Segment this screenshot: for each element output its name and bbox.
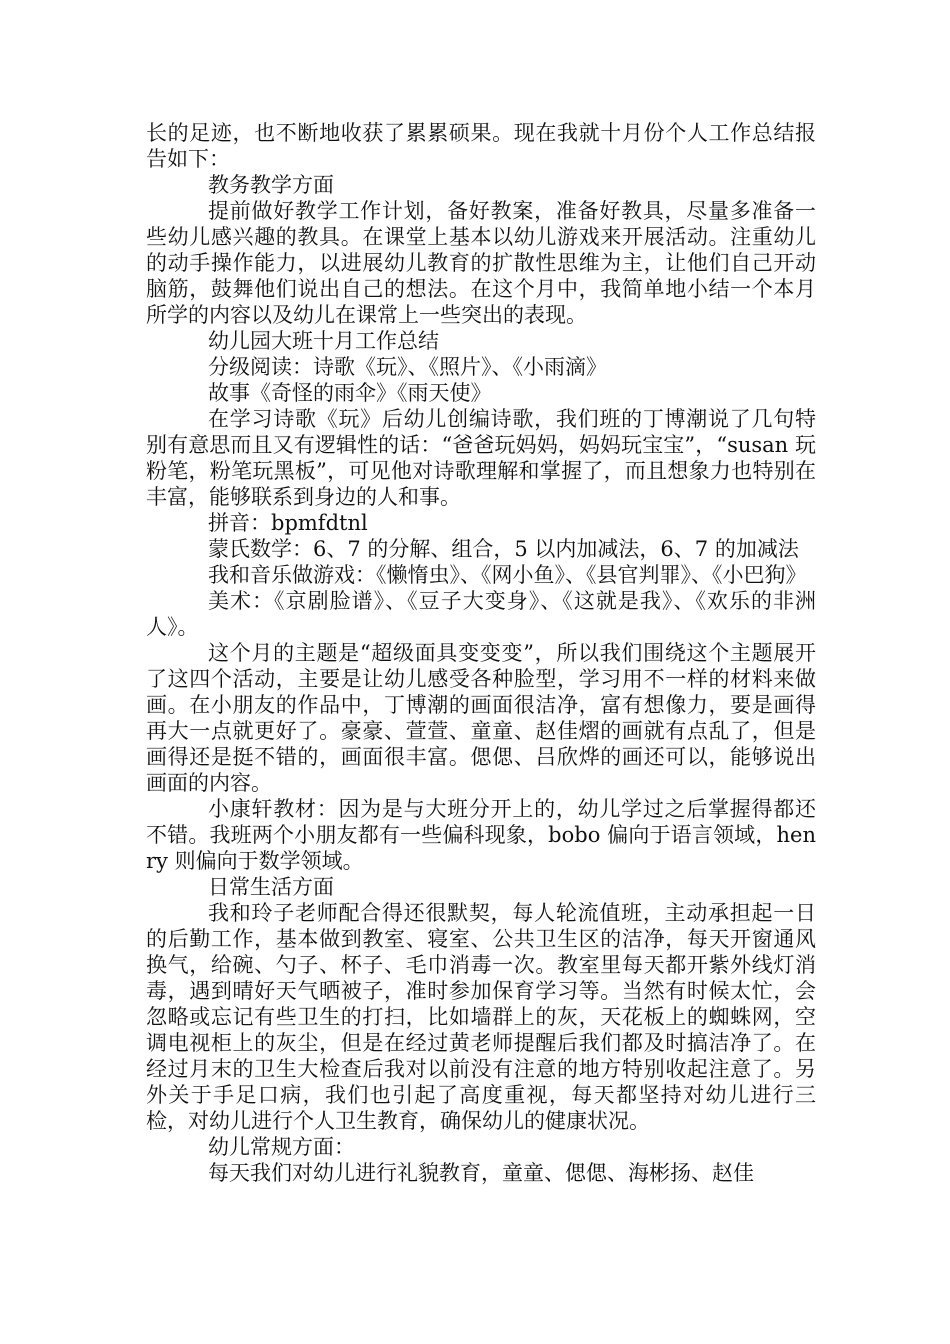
paragraph-intro-continued: 长的足迹，也不断地收获了累累硕果。现在我就十月份个人工作总结报告如下： (146, 121, 816, 171)
paragraph-graded-reading: 分级阅读：诗歌《玩》、《照片》、《小雨滴》 (208, 355, 607, 379)
paragraph-art: 美术：《京剧脸谱》、《豆子大变身》、《这就是我》、《欢乐的非洲人》。 (146, 589, 816, 639)
paragraph-teaching-plan: 提前做好教学工作计划，备好教案，准备好教具，尽量多准备一些幼儿感兴趣的教具。在课堂上基本以幼儿游戏来开展活动。注重幼儿的动手操作能力，以进展幼儿教育的扩散性思维为主，让他们自己开动脑筋，鼓舞他们说出自己的想法。在这个月中，我简单地小结一个本月所学的内容以及幼儿在课常上一些突出的表现。 (146, 199, 816, 327)
paragraph-daily-life: 我和玲子老师配合得还很默契，每人轮流值班，主动承担起一日的后勤工作，基本做到教室、寝室、公共卫生区的洁净，每天开窗通风换气，给碗、勺子、杯子、毛巾消毒一次。教室里每天都开紫外线灯消毒，遇到晴好天气晒被子，准时参加保育学习等。当然有时候太忙，会忽略或忘记有些卫生的打扫，比如墙群上的灰，天花板上的蜘蛛网，空调电视柜上的灰尘，但是在经过黄老师提醒后我们都及时搞洁净了。在经过月末的卫生大检查后我对以前没有注意的地方特别收起注意了。另外关于手足口病，我们也引起了高度重视，每天都坚持对幼儿进行三检，对幼儿进行个人卫生教育，确保幼儿的健康状况。 (146, 901, 816, 1133)
paragraph-routine: 每天我们对幼儿进行礼貌教育，童童、偲偲、海彬扬、赵佳 (208, 1161, 754, 1185)
paragraph-kangxuan-textbook: 小康轩教材：因为是与大班分开上的，幼儿学过之后掌握得都还不错。我班两个小朋友都有一些偏科现象，bobo 偏向于语言领域，henry 则偏向于数学领域。 (146, 797, 816, 873)
heading-daily-life: 日常生活方面 (208, 875, 334, 899)
paragraph-stories: 故事《奇怪的雨伞》《雨天使》 (208, 381, 492, 405)
heading-routine: 幼儿常规方面： (208, 1135, 355, 1159)
heading-teaching: 教务教学方面 (208, 173, 334, 197)
paragraph-music-games: 我和音乐做游戏：《懒惰虫》、《网小鱼》、《县官判罪》、《小巴狗》 (208, 563, 807, 587)
paragraph-poem-creation: 在学习诗歌《玩》后幼儿创编诗歌，我们班的丁博潮说了几句特别有意思而且又有逻辑性的话：“爸爸玩妈妈，妈妈玩宝宝”，“susan 玩粉笔，粉笔玩黑板”，可见他对诗歌理解和掌握了，而且想象力也特别在丰富，能够联系到身边的人和事。 (146, 407, 816, 509)
document-page (146, 120, 816, 1186)
paragraph-monthly-theme: 这个月的主题是“超级面具变变变”，所以我们围绕这个主题展开了这四个活动，主要是让幼儿感受各种脸型，学习用不一样的材料来做画。在小朋友的作品中，丁博潮的画面很洁净，富有想像力，要是画得再大一点就更好了。豪豪、萱萱、童童、赵佳熠的画就有点乱了，但是画得还是挺不错的，画面很丰富。偲偲、吕欣烨的画还可以，能够说出画面的内容。 (146, 641, 816, 795)
paragraph-montessori-math: 蒙氏数学：6、7 的分解、组合，5 以内加减法，6、7 的加减法 (208, 537, 799, 561)
paragraph-pinyin: 拼音：bpmfdtnl (208, 511, 368, 535)
heading-october-summary: 幼儿园大班十月工作总结 (208, 329, 439, 353)
